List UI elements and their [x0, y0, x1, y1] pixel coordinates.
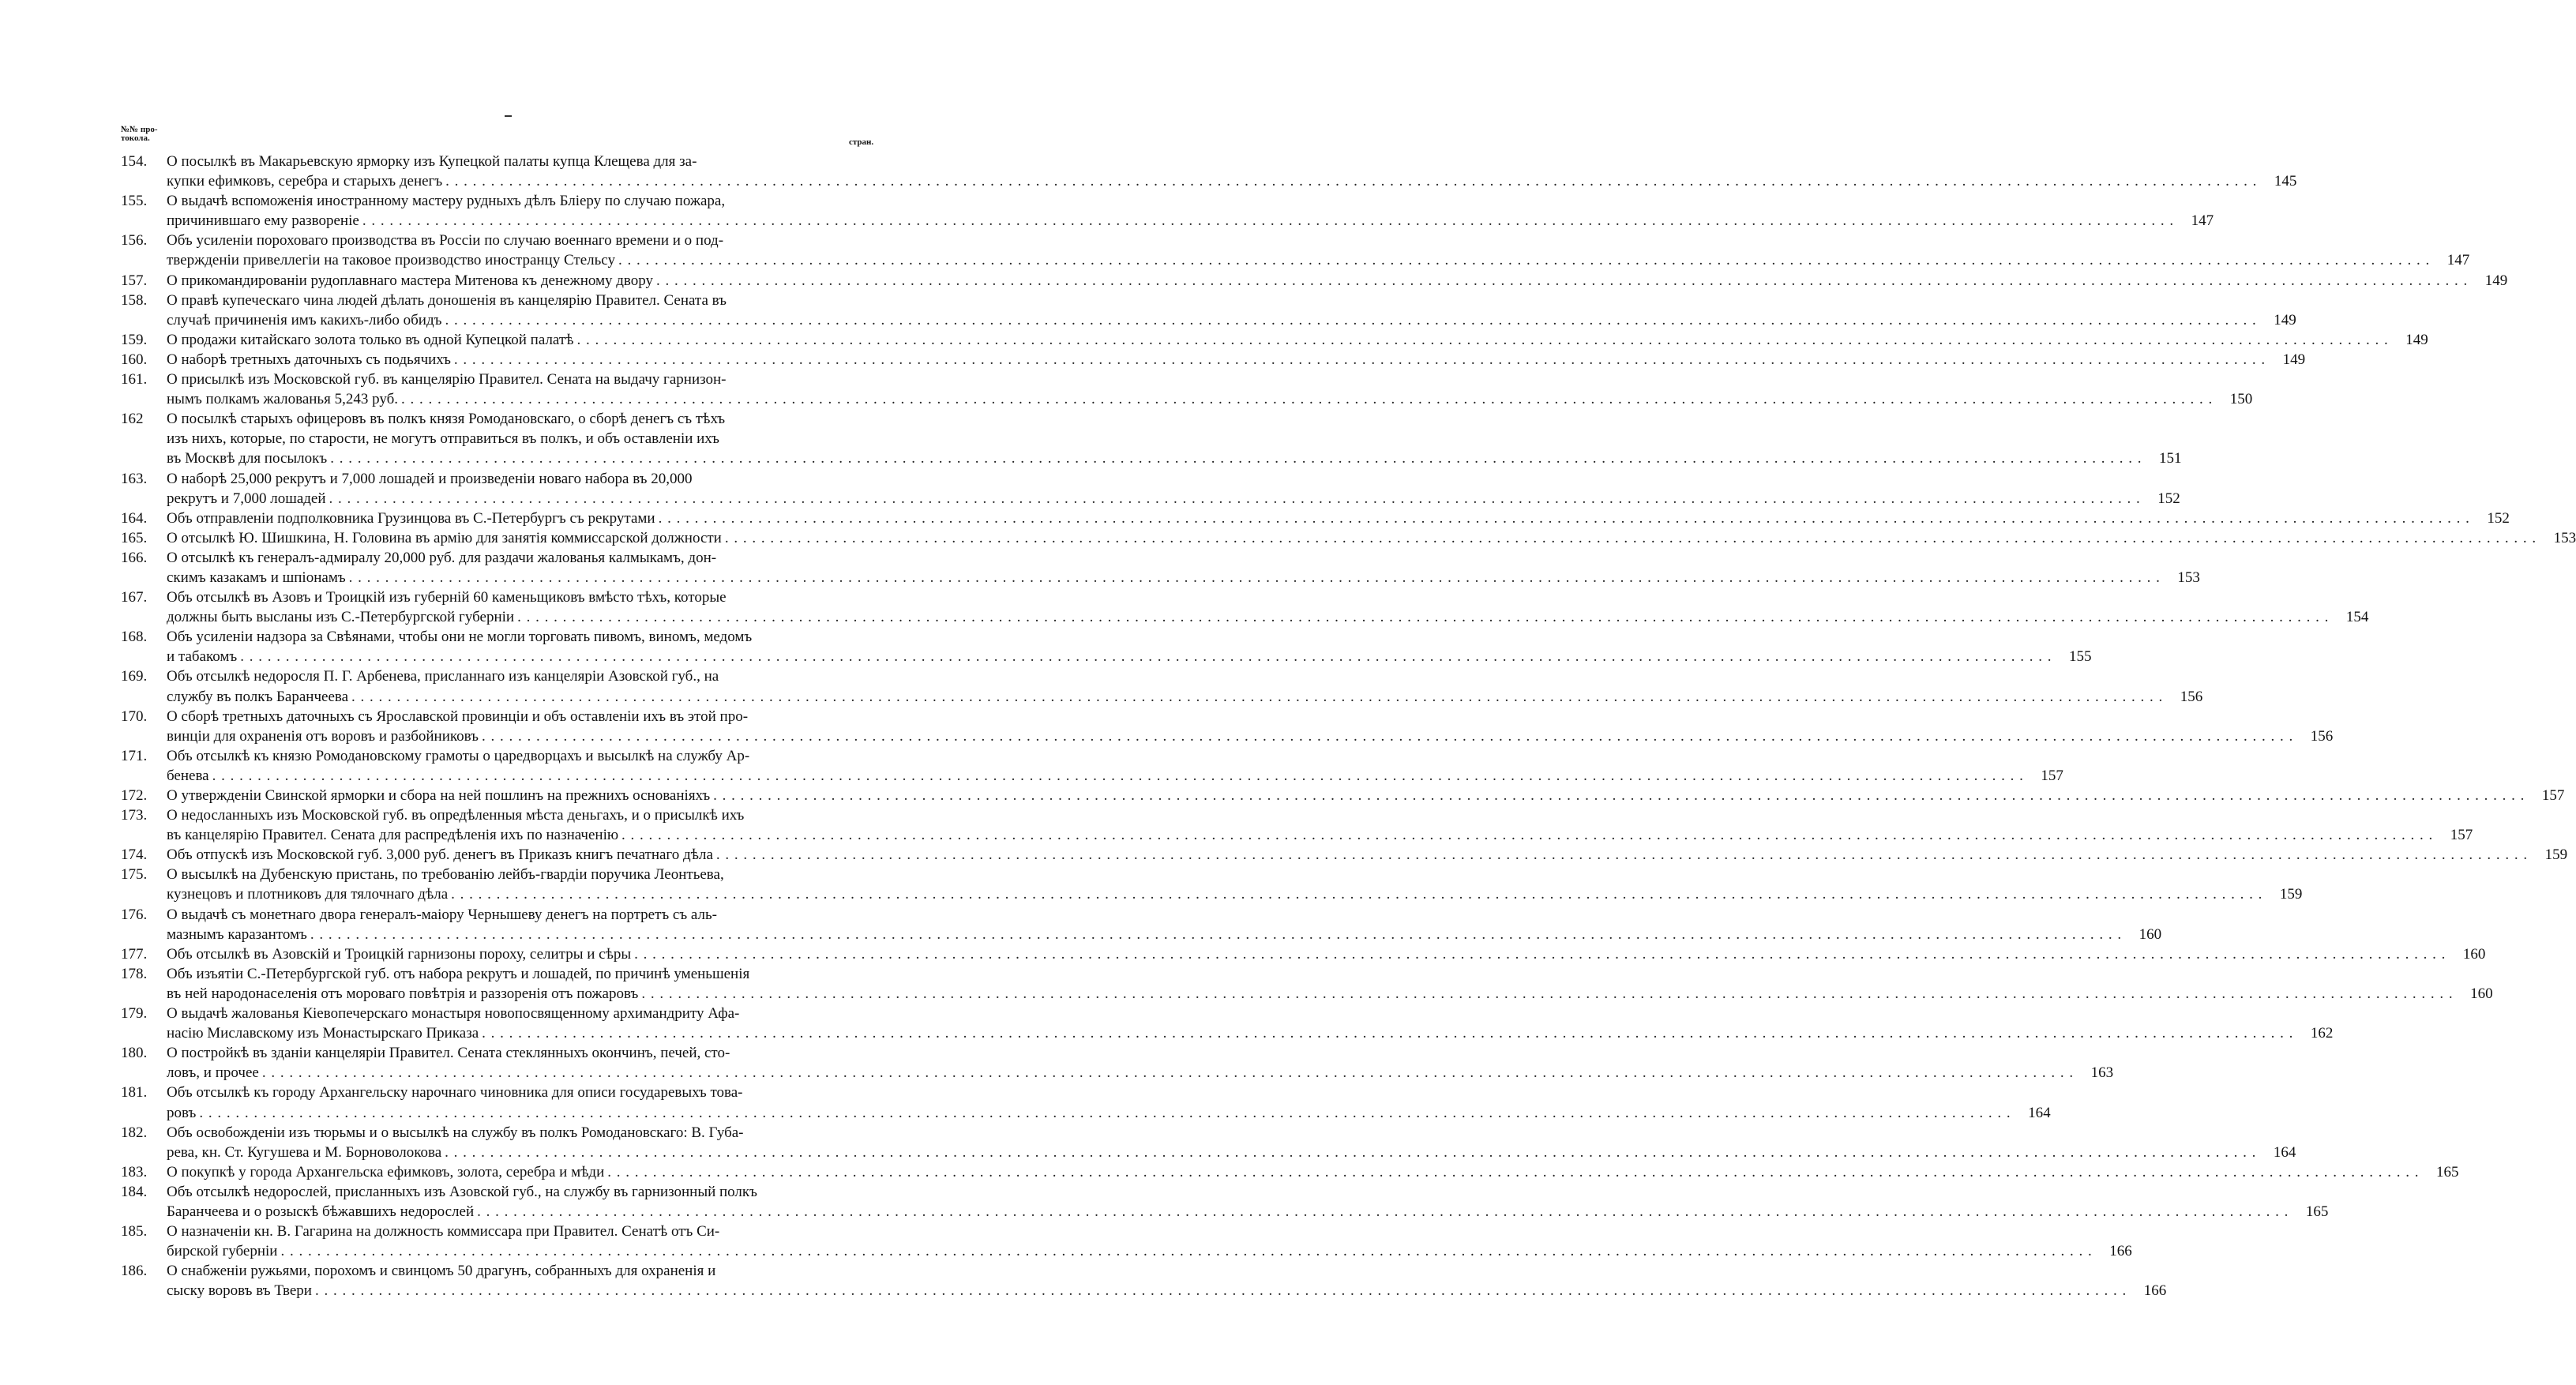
toc-entry-line — [121, 647, 2092, 666]
toc-entry-line — [121, 905, 892, 925]
entry-title-text: бенева — [167, 767, 209, 784]
toc-entry-line — [121, 1083, 892, 1102]
toc-entry-line — [121, 429, 892, 449]
dot-leader: . . . . . . . . . . . . . . . . . . . . . . . . . . . . . . . . . . . . . . . . . . . . . . . . . . . . . . . . . . . . . . . . . . . . . . . . . . . . . . . . . . . . . . . . . . . . . . . . . . . . . . . . . . . . . . . . . . . . . . . . . . . . . . . . . . . . . . . . . . . . . . . . . . . . . . . . . . . . . . . . . . . . . . . . . . . . . . . . . . . . . . . . . . . . . . . . . . . . . . . . — [453, 351, 2266, 368]
toc-entry — [121, 1222, 2132, 1261]
toc-entry-line — [121, 865, 892, 884]
toc-entry — [121, 627, 2092, 666]
toc-entry-line — [121, 548, 892, 568]
toc-entry-line — [121, 1043, 892, 1063]
toc-entry-line — [121, 707, 892, 726]
protocol-number: 155. — [121, 193, 148, 210]
entry-title-text: кузнецовъ и плотниковъ для тялочнаго дѣла — [167, 886, 449, 903]
toc-entry — [121, 944, 2486, 964]
entry-title-text: насію Миславскому изъ Монастырскаго Приказа — [167, 1025, 479, 1042]
protocol-number: 173. — [121, 807, 148, 824]
protocol-number: 181. — [121, 1084, 148, 1102]
toc-entry-line — [121, 291, 892, 310]
entry-title-text: должны быть высланы изъ С.-Петербургской губерніи — [167, 609, 515, 626]
toc-entry — [121, 1083, 2051, 1122]
toc-entry-line — [121, 1123, 892, 1143]
entry-title-text: О снабженіи ружьями, порохомъ и свинцомъ 50 драгунъ, собранныхъ для охраненія и — [167, 1263, 716, 1280]
toc-entry-line — [121, 845, 2568, 865]
toc-entry-line — [121, 1143, 2296, 1162]
toc-entry-line — [121, 984, 2493, 1004]
toc-entry — [121, 786, 2565, 805]
entry-title-text: ровъ — [167, 1104, 197, 1121]
page-number: 157 — [2450, 827, 2473, 844]
toc-entry — [121, 587, 2369, 627]
page-number: 159 — [2279, 886, 2303, 903]
toc-entry-line — [121, 1004, 892, 1023]
toc-entry-line — [121, 1023, 2334, 1043]
entry-title-text: О назначеніи кн. В. Гагарина на должность коммиссара при Правител. Сенатѣ отъ Си- — [167, 1223, 720, 1240]
page-number: 149 — [2484, 272, 2508, 289]
protocol-number: 172. — [121, 787, 148, 804]
entry-title-text: Объ отсылкѣ въ Азовскій и Троицкій гарнизоны пороху, селитры и сѣры — [167, 945, 632, 963]
toc-entry-line — [121, 330, 2428, 350]
entry-title-text: купки ефимковъ, серебра и старыхъ денегъ — [167, 173, 443, 190]
entry-title-text: Объ изъятіи С.-Петербургской губ. отъ набора рекрутъ и лошадей, по причинѣ уменьшенія — [167, 965, 750, 982]
entry-title-text: причинившаго ему развореніе — [167, 212, 359, 230]
toc-entry — [121, 1004, 2334, 1043]
protocol-number: 174. — [121, 846, 148, 864]
page-number: 160 — [2462, 945, 2486, 963]
toc-entry-line — [121, 528, 2576, 548]
toc-entry-line — [121, 607, 2369, 627]
dot-leader: . . . . . . . . . . . . . . . . . . . . . . . . . . . . . . . . . . . . . . . . . . . . . . . . . . . . . . . . . . . . . . . . . . . . . . . . . . . . . . . . . . . . . . . . . . . . . . . . . . . . . . . . . . . . . . . . . . . . . . . . . . . . . . . . . . . . . . . . . . . . . . . . . . . . . . . . . . . . . . . . . . . . . . . . . . . . . . . . . . . . . . . . . . . . . . . . . . . . . . . . — [351, 688, 2164, 705]
entry-title-text: бирской губерніи — [167, 1243, 278, 1260]
protocol-number: 160. — [121, 351, 148, 368]
toc-entry — [121, 370, 2253, 409]
entry-title-text: Объ освобожденіи изъ тюрьмы и о высылкѣ на службу въ полкъ Ромодановскаго: В. Губа- — [167, 1124, 744, 1141]
toc-entry — [121, 707, 2334, 746]
page-number: 155 — [2069, 648, 2092, 666]
toc-entry — [121, 1261, 2167, 1301]
toc-entry — [121, 845, 2568, 865]
toc-entry — [121, 191, 2214, 231]
dot-leader: . . . . . . . . . . . . . . . . . . . . . . . . . . . . . . . . . . . . . . . . . . . . . . . . . . . . . . . . . . . . . . . . . . . . . . . . . . . . . . . . . . . . . . . . . . . . . . . . . . . . . . . . . . . . . . . . . . . . . . . . . . . . . . . . . . . . . . . . . . . . . . . . . . . . . . . . . . . . . . . . . . . . . . . . . . . . . . . . . . . . . . . . . . . . . . . . . . . . . . . . — [261, 1064, 2075, 1082]
protocol-number: 157. — [121, 272, 148, 289]
toc-entry — [121, 865, 2303, 904]
protocol-number: 164. — [121, 509, 148, 527]
protocol-number: 165. — [121, 529, 148, 546]
toc-entry-line — [121, 568, 2200, 587]
toc-entry-line — [121, 1261, 892, 1281]
toc-entry-line — [121, 231, 892, 250]
protocol-number: 182. — [121, 1124, 148, 1141]
page-number: 152 — [2487, 509, 2510, 527]
protocol-number-column-header — [121, 126, 157, 143]
toc-entry-line — [121, 469, 892, 489]
toc-entry-line — [121, 1202, 2329, 1222]
page-number-column-header: стран. — [849, 137, 874, 147]
toc-entry-line — [121, 766, 2063, 786]
toc-entry-line — [121, 666, 892, 686]
toc-entry — [121, 1123, 2296, 1162]
page-number: 152 — [2157, 490, 2180, 507]
dot-leader: . . . . . . . . . . . . . . . . . . . . . . . . . . . . . . . . . . . . . . . . . . . . . . . . . . . . . . . . . . . . . . . . . . . . . . . . . . . . . . . . . . . . . . . . . . . . . . . . . . . . . . . . . . . . . . . . . . . . . . . . . . . . . . . . . . . . . . . . . . . . . . . . . . . . . . . . . . . . . . . . . . . . . . . . . . . . . . . . . . . . . . . . . . . . . . . . . . . . . . . . — [310, 925, 2123, 943]
entry-title-text: Объ отсылкѣ недорослей, присланныхъ изъ Азовской губ., на службу въ гарнизонный полкъ — [167, 1183, 757, 1200]
page-number: 164 — [2273, 1143, 2296, 1161]
entry-title-text: О отсылкѣ Ю. Шишкина, Н. Головина въ армію для занятія коммиссарской должности — [167, 529, 722, 546]
toc-entry — [121, 746, 2063, 786]
protocol-number: 166. — [121, 549, 148, 566]
protocol-number: 162 — [121, 411, 144, 428]
page-number: 165 — [2436, 1163, 2459, 1180]
dot-leader: . . . . . . . . . . . . . . . . . . . . . . . . . . . . . . . . . . . . . . . . . . . . . . . . . . . . . . . . . . . . . . . . . . . . . . . . . . . . . . . . . . . . . . . . . . . . . . . . . . . . . . . . . . . . . . . . . . . . . . . . . . . . . . . . . . . . . . . . . . . . . . . . . . . . . . . . . . . . . . . . . . . . . . . . . . . . . . . . . . . . . . . . . . . . . . . . . . . . . . . . — [713, 787, 2525, 804]
page-number: 154 — [2345, 609, 2369, 626]
page-number: 166 — [2143, 1282, 2167, 1300]
toc-entry — [121, 291, 2296, 330]
protocol-number: 156. — [121, 232, 148, 250]
protocol-number: 175. — [121, 866, 148, 884]
page-number: 164 — [2028, 1104, 2051, 1121]
protocol-number: 171. — [121, 747, 148, 764]
protocol-number: 158. — [121, 291, 148, 309]
entry-title-text: Баранчеева и о розыскѣ бѣжавшихъ недорослей — [167, 1203, 475, 1220]
toc-entry — [121, 905, 2162, 944]
page-number: 153 — [2177, 569, 2200, 586]
toc-entry-line — [121, 211, 2214, 231]
toc-entry — [121, 1043, 2114, 1083]
toc-entry-line — [121, 1222, 892, 1241]
dot-leader: . . . . . . . . . . . . . . . . . . . . . . . . . . . . . . . . . . . . . . . . . . . . . . . . . . . . . . . . . . . . . . . . . . . . . . . . . . . . . . . . . . . . . . . . . . . . . . . . . . . . . . . . . . . . . . . . . . . . . . . . . . . . . . . . . . . . . . . . . . . . . . . . . . . . . . . . . . . . . . . . . . . . . . . . . . . . . . . . . . . . . . . . . . . . . . . . . . . . . . . . — [724, 529, 2537, 546]
toc-entry-line — [121, 1281, 2167, 1301]
toc-entry-line — [121, 271, 2508, 291]
entry-title-text: О прикомандированіи рудоплавнаго мастера Митенова къ денежному двору — [167, 272, 654, 289]
entry-title-text: Объ отпускѣ изъ Московской губ. 3,000 руб. денегъ въ Приказъ книгъ печатнаго дѣла — [167, 846, 713, 864]
protocol-number: 176. — [121, 906, 148, 923]
dot-leader: . . . . . . . . . . . . . . . . . . . . . . . . . . . . . . . . . . . . . . . . . . . . . . . . . . . . . . . . . . . . . . . . . . . . . . . . . . . . . . . . . . . . . . . . . . . . . . . . . . . . . . . . . . . . . . . . . . . . . . . . . . . . . . . . . . . . . . . . . . . . . . . . . . . . . . . . . . . . . . . . . . . . . . . . . . . . . . . . . . . . . . . . . . . . . . . . . . . . . . . . — [482, 1025, 2294, 1042]
page-number: 162 — [2310, 1025, 2334, 1042]
toc-entry-line — [121, 449, 2182, 468]
dot-leader: . . . . . . . . . . . . . . . . . . . . . . . . . . . . . . . . . . . . . . . . . . . . . . . . . . . . . . . . . . . . . . . . . . . . . . . . . . . . . . . . . . . . . . . . . . . . . . . . . . . . . . . . . . . . . . . . . . . . . . . . . . . . . . . . . . . . . . . . . . . . . . . . . . . . . . . . . . . . . . . . . . . . . . . . . . . . . . . . . . . . . . . . . . . . . . . . . . . . . . . . — [280, 1243, 2093, 1260]
protocol-number: 177. — [121, 945, 148, 963]
toc-entry-line — [121, 964, 892, 984]
dot-leader: . . . . . . . . . . . . . . . . . . . . . . . . . . . . . . . . . . . . . . . . . . . . . . . . . . . . . . . . . . . . . . . . . . . . . . . . . . . . . . . . . . . . . . . . . . . . . . . . . . . . . . . . . . . . . . . . . . . . . . . . . . . . . . . . . . . . . . . . . . . . . . . . . . . . . . . . . . . . . . . . . . . . . . . . . . . . . . . . . . . . . . . . . . . . . . . . . . . . . . . . — [641, 985, 2454, 1002]
toc-entry — [121, 964, 2493, 1004]
protocol-number: 170. — [121, 708, 148, 725]
entry-title-text: О покупкѣ у города Архангельска ефимковъ, золота, серебра и мѣди — [167, 1163, 605, 1180]
page-number: 159 — [2544, 846, 2568, 864]
page-number: 145 — [2274, 173, 2297, 190]
toc-entry-line — [121, 389, 2253, 409]
toc-entry-line — [121, 944, 2486, 964]
entry-title-text: О наборѣ 25,000 рекрутъ и 7,000 лошадей и произведеніи новаго набора въ 20,000 — [167, 470, 693, 487]
dot-leader: . . . . . . . . . . . . . . . . . . . . . . . . . . . . . . . . . . . . . . . . . . . . . . . . . . . . . . . . . . . . . . . . . . . . . . . . . . . . . . . . . . . . . . . . . . . . . . . . . . . . . . . . . . . . . . . . . . . . . . . . . . . . . . . . . . . . . . . . . . . . . . . . . . . . . . . . . . . . . . . . . . . . . . . . . . . . . . . . . . . . . . . . . . . . . . . . . . . . . . . . — [576, 331, 2389, 348]
toc-entry-line — [121, 884, 2303, 904]
toc-entry — [121, 1182, 2329, 1222]
dot-leader: . . . . . . . . . . . . . . . . . . . . . . . . . . . . . . . . . . . . . . . . . . . . . . . . . . . . . . . . . . . . . . . . . . . . . . . . . . . . . . . . . . . . . . . . . . . . . . . . . . . . . . . . . . . . . . . . . . . . . . . . . . . . . . . . . . . . . . . . . . . . . . . . . . . . . . . . . . . . . . . . . . . . . . . . . . . . . . . . . . . . . . . . . . . . . . . . . . . . . . . . — [348, 569, 2161, 586]
entry-title-text: изъ нихъ, которые, по старости, не могутъ отправиться въ полкъ, и объ оставленіи ихъ — [167, 430, 719, 448]
entry-title-text: службу въ полкъ Баранчеева — [167, 688, 349, 705]
entry-title-text: О наборѣ третныхъ даточныхъ съ подьячихъ — [167, 351, 451, 368]
entry-title-text: и табакомъ — [167, 648, 238, 666]
toc-entry-line — [121, 191, 892, 211]
entry-title-text: Объ отсылкѣ въ Азовъ и Троицкій изъ губерній 60 каменьщиковъ вмѣсто тѣхъ, которые — [167, 589, 727, 606]
toc-entry-line — [121, 1241, 2132, 1261]
toc-entry — [121, 528, 2576, 548]
toc-entry — [121, 152, 2297, 191]
toc-entry-line — [121, 310, 2296, 330]
toc-entry-line — [121, 687, 2203, 707]
entry-title-text: ловъ, и прочее — [167, 1064, 259, 1082]
dot-leader: . . . . . . . . . . . . . . . . . . . . . . . . . . . . . . . . . . . . . . . . . . . . . . . . . . . . . . . . . . . . . . . . . . . . . . . . . . . . . . . . . . . . . . . . . . . . . . . . . . . . . . . . . . . . . . . . . . . . . . . . . . . . . . . . . . . . . . . . . . . . . . . . . . . . . . . . . . . . . . . . . . . . . . . . . . . . . . . . . . . . . . . . . . . . . . . . . . . . . . . . — [477, 1203, 2289, 1220]
entry-title-text: въ канцелярію Правител. Сената для распредѣленія ихъ по назначенію — [167, 827, 619, 844]
dot-leader: . . . . . . . . . . . . . . . . . . . . . . . . . . . . . . . . . . . . . . . . . . . . . . . . . . . . . . . . . . . . . . . . . . . . . . . . . . . . . . . . . . . . . . . . . . . . . . . . . . . . . . . . . . . . . . . . . . . . . . . . . . . . . . . . . . . . . . . . . . . . . . . . . . . . . . . . . . . . . . . . . . . . . . . . . . . . . . . . . . . . . . . . . . . . . . . . . . . . . . . . — [621, 827, 2434, 844]
toc-entry-line — [121, 509, 2510, 528]
page-number: 149 — [2405, 331, 2428, 348]
entry-title-text: О выдачѣ съ монетнаго двора генералъ-маіору Чернышеву денегъ на портретъ съ аль- — [167, 906, 717, 923]
page-number: 149 — [2274, 311, 2296, 328]
entry-title-text: Объ усиленіи надзора за Свѣянами, чтобы они не могли торговать пивомъ, виномъ, медомъ — [167, 629, 753, 646]
protocol-number: 161. — [121, 371, 148, 388]
page-number: 151 — [2158, 450, 2182, 467]
page-number: 149 — [2282, 351, 2306, 368]
dot-leader: . . . . . . . . . . . . . . . . . . . . . . . . . . . . . . . . . . . . . . . . . . . . . . . . . . . . . . . . . . . . . . . . . . . . . . . . . . . . . . . . . . . . . . . . . . . . . . . . . . . . . . . . . . . . . . . . . . . . . . . . . . . . . . . . . . . . . . . . . . . . . . . . . . . . . . . . . . . . . . . . . . . . . . . . . . . . . . . . . . . . . . . . . . . . . . . . . . . . . . . . — [240, 648, 2052, 666]
toc-entry-line — [121, 746, 892, 766]
entry-title-text: О постройкѣ въ зданіи канцеляріи Правител. Сената стеклянныхъ окончинъ, печей, сто- — [167, 1045, 730, 1062]
toc-entry — [121, 1162, 2459, 1182]
entry-title-text: О присылкѣ изъ Московской губ. въ канцелярію Правител. Сената на выдачу гарнизон- — [167, 371, 727, 388]
toc-entry-line — [121, 489, 2180, 509]
protocol-number: 169. — [121, 668, 148, 685]
toc-entry-line — [121, 1182, 892, 1202]
dot-leader: . . . . . . . . . . . . . . . . . . . . . . . . . . . . . . . . . . . . . . . . . . . . . . . . . . . . . . . . . . . . . . . . . . . . . . . . . . . . . . . . . . . . . . . . . . . . . . . . . . . . . . . . . . . . . . . . . . . . . . . . . . . . . . . . . . . . . . . . . . . . . . . . . . . . . . . . . . . . . . . . . . . . . . . . . . . . . . . . . . . . . . . . . . . . . . . . . . . . . . . . — [401, 391, 2214, 408]
dot-leader: . . . . . . . . . . . . . . . . . . . . . . . . . . . . . . . . . . . . . . . . . . . . . . . . . . . . . . . . . . . . . . . . . . . . . . . . . . . . . . . . . . . . . . . . . . . . . . . . . . . . . . . . . . . . . . . . . . . . . . . . . . . . . . . . . . . . . . . . . . . . . . . . . . . . . . . . . . . . . . . . . . . . . . . . . . . . . . . . . . . . . . . . . . . . . . . . . . . . . . . . — [715, 846, 2529, 864]
toc-entry — [121, 509, 2510, 528]
table-of-contents — [121, 152, 2576, 1301]
protocol-number: 184. — [121, 1183, 148, 1200]
page-number: 160 — [2139, 925, 2162, 943]
dot-leader: . . . . . . . . . . . . . . . . . . . . . . . . . . . . . . . . . . . . . . . . . . . . . . . . . . . . . . . . . . . . . . . . . . . . . . . . . . . . . . . . . . . . . . . . . . . . . . . . . . . . . . . . . . . . . . . . . . . . . . . . . . . . . . . . . . . . . . . . . . . . . . . . . . . . . . . . . . . . . . . . . . . . . . . . . . . . . . . . . . . . . . . . . . . . . . . . . . . . . . . . — [329, 490, 2141, 507]
protocol-number: 168. — [121, 629, 148, 646]
dot-leader: . . . . . . . . . . . . . . . . . . . . . . . . . . . . . . . . . . . . . . . . . . . . . . . . . . . . . . . . . . . . . . . . . . . . . . . . . . . . . . . . . . . . . . . . . . . . . . . . . . . . . . . . . . . . . . . . . . . . . . . . . . . . . . . . . . . . . . . . . . . . . . . . . . . . . . . . . . . . . . . . . . . . . . . . . . . . . . . . . . . . . . . . . . . . . . . . . . . . . . . . — [656, 272, 2469, 289]
entry-title-text: О отсылкѣ къ генералъ-адмиралу 20,000 руб. для раздачи жалованья калмыкамъ, дон- — [167, 549, 717, 566]
dot-leader: . . . . . . . . . . . . . . . . . . . . . . . . . . . . . . . . . . . . . . . . . . . . . . . . . . . . . . . . . . . . . . . . . . . . . . . . . . . . . . . . . . . . . . . . . . . . . . . . . . . . . . . . . . . . . . . . . . . . . . . . . . . . . . . . . . . . . . . . . . . . . . . . . . . . . . . . . . . . . . . . . . . . . . . . . . . . . . . . . . . . . . . . . . . . . . . . . . . . . . . . — [445, 311, 2257, 328]
toc-entry-line — [121, 409, 892, 429]
dot-leader: . . . . . . . . . . . . . . . . . . . . . . . . . . . . . . . . . . . . . . . . . . . . . . . . . . . . . . . . . . . . . . . . . . . . . . . . . . . . . . . . . . . . . . . . . . . . . . . . . . . . . . . . . . . . . . . . . . . . . . . . . . . . . . . . . . . . . . . . . . . . . . . . . . . . . . . . . . . . . . . . . . . . . . . . . . . . . . . . . . . . . . . . . . . . . . . . . . . . . . . . — [199, 1104, 2011, 1121]
toc-entry-line — [121, 152, 892, 171]
page-number: 153 — [2553, 529, 2576, 546]
entry-title-text: Объ отсылкѣ къ городу Архангельску нарочнаго чиновника для описи государевыхъ това- — [167, 1084, 743, 1102]
toc-entry-line — [121, 786, 2565, 805]
dot-leader: . . . . . . . . . . . . . . . . . . . . . . . . . . . . . . . . . . . . . . . . . . . . . . . . . . . . . . . . . . . . . . . . . . . . . . . . . . . . . . . . . . . . . . . . . . . . . . . . . . . . . . . . . . . . . . . . . . . . . . . . . . . . . . . . . . . . . . . . . . . . . . . . . . . . . . . . . . . . . . . . . . . . . . . . . . . . . . . . . . . . . . . . . . . . . . . . . . . . . . . . — [658, 509, 2470, 527]
toc-entry-line — [121, 825, 2473, 845]
protocol-number: 167. — [121, 589, 148, 606]
protocol-number: 183. — [121, 1163, 148, 1180]
protocol-number-label-line-2: токола. — [121, 133, 150, 143]
entry-title-text: Объ отсылкѣ недоросля П. Г. Арбенева, присланнаго изъ канцеляріи Азовской губ., на — [167, 668, 719, 685]
toc-entry — [121, 469, 2180, 509]
toc-entry-line — [121, 587, 892, 607]
entry-title-text: винціи для охраненія отъ воровъ и разбойниковъ — [167, 727, 479, 745]
dot-leader: . . . . . . . . . . . . . . . . . . . . . . . . . . . . . . . . . . . . . . . . . . . . . . . . . . . . . . . . . . . . . . . . . . . . . . . . . . . . . . . . . . . . . . . . . . . . . . . . . . . . . . . . . . . . . . . . . . . . . . . . . . . . . . . . . . . . . . . . . . . . . . . . . . . . . . . . . . . . . . . . . . . . . . . . . . . . . . . . . . . . . . . . . . . . . . . . . . . . . . . . — [517, 609, 2330, 626]
toc-entry — [121, 231, 2470, 270]
dot-leader: . . . . . . . . . . . . . . . . . . . . . . . . . . . . . . . . . . . . . . . . . . . . . . . . . . . . . . . . . . . . . . . . . . . . . . . . . . . . . . . . . . . . . . . . . . . . . . . . . . . . . . . . . . . . . . . . . . . . . . . . . . . . . . . . . . . . . . . . . . . . . . . . . . . . . . . . . . . . . . . . . . . . . . . . . . . . . . . . . . . . . . . . . . . . . . . . . . . . . . . . — [634, 945, 2446, 963]
entry-title-text: О продажи китайскаго золота только въ одной Купецкой палатѣ — [167, 331, 574, 348]
toc-entry-line — [121, 1063, 2114, 1083]
toc-entry-line — [121, 805, 892, 825]
page-number: 165 — [2305, 1203, 2329, 1220]
toc-entry — [121, 409, 2182, 468]
toc-entry-line — [121, 1162, 2459, 1182]
toc-entry-line — [121, 370, 892, 389]
toc-entry-line — [121, 171, 2297, 191]
entry-title-text: О выдачѣ жалованья Кіевопечерскаго монастыря новопосвященному архимандриту Афа- — [167, 1005, 740, 1023]
entry-title-text: рекрутъ и 7,000 лошадей — [167, 490, 326, 507]
page-number: 156 — [2180, 688, 2203, 705]
dot-leader: . . . . . . . . . . . . . . . . . . . . . . . . . . . . . . . . . . . . . . . . . . . . . . . . . . . . . . . . . . . . . . . . . . . . . . . . . . . . . . . . . . . . . . . . . . . . . . . . . . . . . . . . . . . . . . . . . . . . . . . . . . . . . . . . . . . . . . . . . . . . . . . . . . . . . . . . . . . . . . . . . . . . . . . . . . . . . . . . . . . . . . . . . . . . . . . . . . . . . . . . — [330, 450, 2142, 467]
entry-title-text: О правѣ купеческаго чина людей дѣлать доношенія въ канцелярію Правител. Сената въ — [167, 291, 727, 309]
page-number: 157 — [2541, 787, 2565, 804]
entry-title-text: въ ней народонаселенія отъ моровaго повѣтрія и раззоренія отъ пожаровъ — [167, 985, 639, 1002]
entry-title-text: въ Москвѣ для посылокъ — [167, 450, 328, 467]
dot-leader: . . . . . . . . . . . . . . . . . . . . . . . . . . . . . . . . . . . . . . . . . . . . . . . . . . . . . . . . . . . . . . . . . . . . . . . . . . . . . . . . . . . . . . . . . . . . . . . . . . . . . . . . . . . . . . . . . . . . . . . . . . . . . . . . . . . . . . . . . . . . . . . . . . . . . . . . . . . . . . . . . . . . . . . . . . . . . . . . . . . . . . . . . . . . . . . . . . . . . . . . — [481, 727, 2294, 745]
toc-entry — [121, 666, 2203, 706]
dot-leader: . . . . . . . . . . . . . . . . . . . . . . . . . . . . . . . . . . . . . . . . . . . . . . . . . . . . . . . . . . . . . . . . . . . . . . . . . . . . . . . . . . . . . . . . . . . . . . . . . . . . . . . . . . . . . . . . . . . . . . . . . . . . . . . . . . . . . . . . . . . . . . . . . . . . . . . . . . . . . . . . . . . . . . . . . . . . . . . . . . . . . . . . . . . . . . . . . . . . . . . . — [445, 1143, 2257, 1161]
dot-leader: . . . . . . . . . . . . . . . . . . . . . . . . . . . . . . . . . . . . . . . . . . . . . . . . . . . . . . . . . . . . . . . . . . . . . . . . . . . . . . . . . . . . . . . . . . . . . . . . . . . . . . . . . . . . . . . . . . . . . . . . . . . . . . . . . . . . . . . . . . . . . . . . . . . . . . . . . . . . . . . . . . . . . . . . . . . . . . . . . . . . . . . . . . . . . . . . . . . . . . . . — [607, 1163, 2420, 1180]
entry-title-text: сыску воровъ въ Твери — [167, 1282, 312, 1300]
protocol-number: 179. — [121, 1005, 148, 1023]
page-number: 147 — [2446, 252, 2470, 269]
page-number: 163 — [2090, 1064, 2114, 1082]
protocol-number: 185. — [121, 1223, 148, 1240]
page-number: 150 — [2229, 391, 2253, 408]
protocol-number-label-line-1: №№ про- — [121, 125, 158, 134]
toc-entry — [121, 805, 2473, 845]
entry-title-text: Объ усиленіи пороховаго производства въ Россіи по случаю военнаго времени и о под- — [167, 232, 724, 250]
dot-leader: . . . . . . . . . . . . . . . . . . . . . . . . . . . . . . . . . . . . . . . . . . . . . . . . . . . . . . . . . . . . . . . . . . . . . . . . . . . . . . . . . . . . . . . . . . . . . . . . . . . . . . . . . . . . . . . . . . . . . . . . . . . . . . . . . . . . . . . . . . . . . . . . . . . . . . . . . . . . . . . . . . . . . . . . . . . . . . . . . . . . . . . . . . . . . . . . . . . . . . . . — [314, 1282, 2127, 1300]
page-number: 157 — [2041, 767, 2063, 784]
toc-entry-line — [121, 726, 2334, 746]
toc-entry — [121, 271, 2508, 291]
header-dash — [505, 115, 512, 117]
protocol-number: 154. — [121, 153, 148, 170]
page-number: 147 — [2191, 212, 2214, 230]
entry-title-text: О сборѣ третныхъ даточныхъ съ Ярославской провинціи и объ оставленіи ихъ въ этой про- — [167, 708, 749, 725]
toc-entry-line — [121, 250, 2470, 270]
protocol-number: 159. — [121, 331, 148, 348]
entry-title-text: Объ отправленіи подполковника Грузинцова въ С.-Петербургъ съ рекрутами — [167, 509, 655, 527]
dot-leader: . . . . . . . . . . . . . . . . . . . . . . . . . . . . . . . . . . . . . . . . . . . . . . . . . . . . . . . . . . . . . . . . . . . . . . . . . . . . . . . . . . . . . . . . . . . . . . . . . . . . . . . . . . . . . . . . . . . . . . . . . . . . . . . . . . . . . . . . . . . . . . . . . . . . . . . . . . . . . . . . . . . . . . . . . . . . . . . . . . . . . . . . . . . . . . . . . . . . . . . . — [362, 212, 2175, 230]
entry-title-text: О посылкѣ старыхъ офицеровъ въ полкъ князя Ромодановскаго, о сборѣ денегъ съ тѣхъ — [167, 411, 726, 428]
entry-title-text: нымъ полкамъ жалованья 5,243 руб. — [167, 391, 399, 408]
protocol-number: 178. — [121, 965, 148, 982]
protocol-number: 186. — [121, 1263, 148, 1280]
toc-entry-line — [121, 350, 2306, 370]
page-number: 160 — [2470, 985, 2493, 1002]
entry-title-text: О недосланныхъ изъ Московской губ. въ опредѣленныя мѣста деньгахъ, и о присылкѣ ихъ — [167, 807, 745, 824]
entry-title-text: рева, кн. Ст. Кугушева и М. Борноволокова — [167, 1143, 442, 1161]
toc-entry — [121, 350, 2306, 370]
dot-leader: . . . . . . . . . . . . . . . . . . . . . . . . . . . . . . . . . . . . . . . . . . . . . . . . . . . . . . . . . . . . . . . . . . . . . . . . . . . . . . . . . . . . . . . . . . . . . . . . . . . . . . . . . . . . . . . . . . . . . . . . . . . . . . . . . . . . . . . . . . . . . . . . . . . . . . . . . . . . . . . . . . . . . . . . . . . . . . . . . . . . . . . . . . . . . . . . . . . . . . . . — [212, 767, 2024, 784]
entry-title-text: О выдачѣ вспоможенія иностранному мастеру рудныхъ дѣлъ Бліеру по случаю пожара, — [167, 193, 726, 210]
entry-title-text: Объ отсылкѣ къ князю Ромодановскому грамоты о царедворцахъ и высылкѣ на службу Ар- — [167, 747, 750, 764]
page-number: 166 — [2109, 1243, 2132, 1260]
toc-entry-line — [121, 925, 2162, 944]
protocol-number: 180. — [121, 1045, 148, 1062]
entry-title-text: скимъ казакамъ и шпіонамъ — [167, 569, 346, 586]
entry-title-text: мазнымъ каразантомъ — [167, 925, 307, 943]
entry-title-text: твержденіи привеллегіи на таковое производство иностранцу Стельсу — [167, 252, 615, 269]
entry-title-text: случаѣ причиненія имъ какихъ-либо обидъ — [167, 311, 442, 328]
dot-leader: . . . . . . . . . . . . . . . . . . . . . . . . . . . . . . . . . . . . . . . . . . . . . . . . . . . . . . . . . . . . . . . . . . . . . . . . . . . . . . . . . . . . . . . . . . . . . . . . . . . . . . . . . . . . . . . . . . . . . . . . . . . . . . . . . . . . . . . . . . . . . . . . . . . . . . . . . . . . . . . . . . . . . . . . . . . . . . . . . . . . . . . . . . . . . . . . . . . . . . . . — [451, 886, 2263, 903]
page-number: 156 — [2310, 727, 2334, 745]
toc-entry — [121, 548, 2200, 587]
entry-title-text: О высылкѣ на Дубенскую пристань, по требованію лейбъ-гвардіи поручика Леонтьева, — [167, 866, 724, 884]
dot-leader: . . . . . . . . . . . . . . . . . . . . . . . . . . . . . . . . . . . . . . . . . . . . . . . . . . . . . . . . . . . . . . . . . . . . . . . . . . . . . . . . . . . . . . . . . . . . . . . . . . . . . . . . . . . . . . . . . . . . . . . . . . . . . . . . . . . . . . . . . . . . . . . . . . . . . . . . . . . . . . . . . . . . . . . . . . . . . . . . . . . . . . . . . . . . . . . . . . . . . . . . — [445, 173, 2258, 190]
protocol-number: 163. — [121, 470, 148, 487]
dot-leader: . . . . . . . . . . . . . . . . . . . . . . . . . . . . . . . . . . . . . . . . . . . . . . . . . . . . . . . . . . . . . . . . . . . . . . . . . . . . . . . . . . . . . . . . . . . . . . . . . . . . . . . . . . . . . . . . . . . . . . . . . . . . . . . . . . . . . . . . . . . . . . . . . . . . . . . . . . . . . . . . . . . . . . . . . . . . . . . . . . . . . . . . . . . . . . . . . . . . . . . . — [618, 252, 2431, 269]
toc-entry-line — [121, 1103, 2051, 1123]
toc-entry — [121, 330, 2428, 350]
toc-entry-line — [121, 627, 892, 647]
entry-title-text: О утвержденіи Свинской ярморки и сбора на ней пошлинъ на прежнихъ основаніяхъ — [167, 787, 711, 804]
entry-title-text: О посылкѣ въ Макарьевскую ярморку изъ Купецкой палаты купца Клещева для за- — [167, 153, 697, 170]
